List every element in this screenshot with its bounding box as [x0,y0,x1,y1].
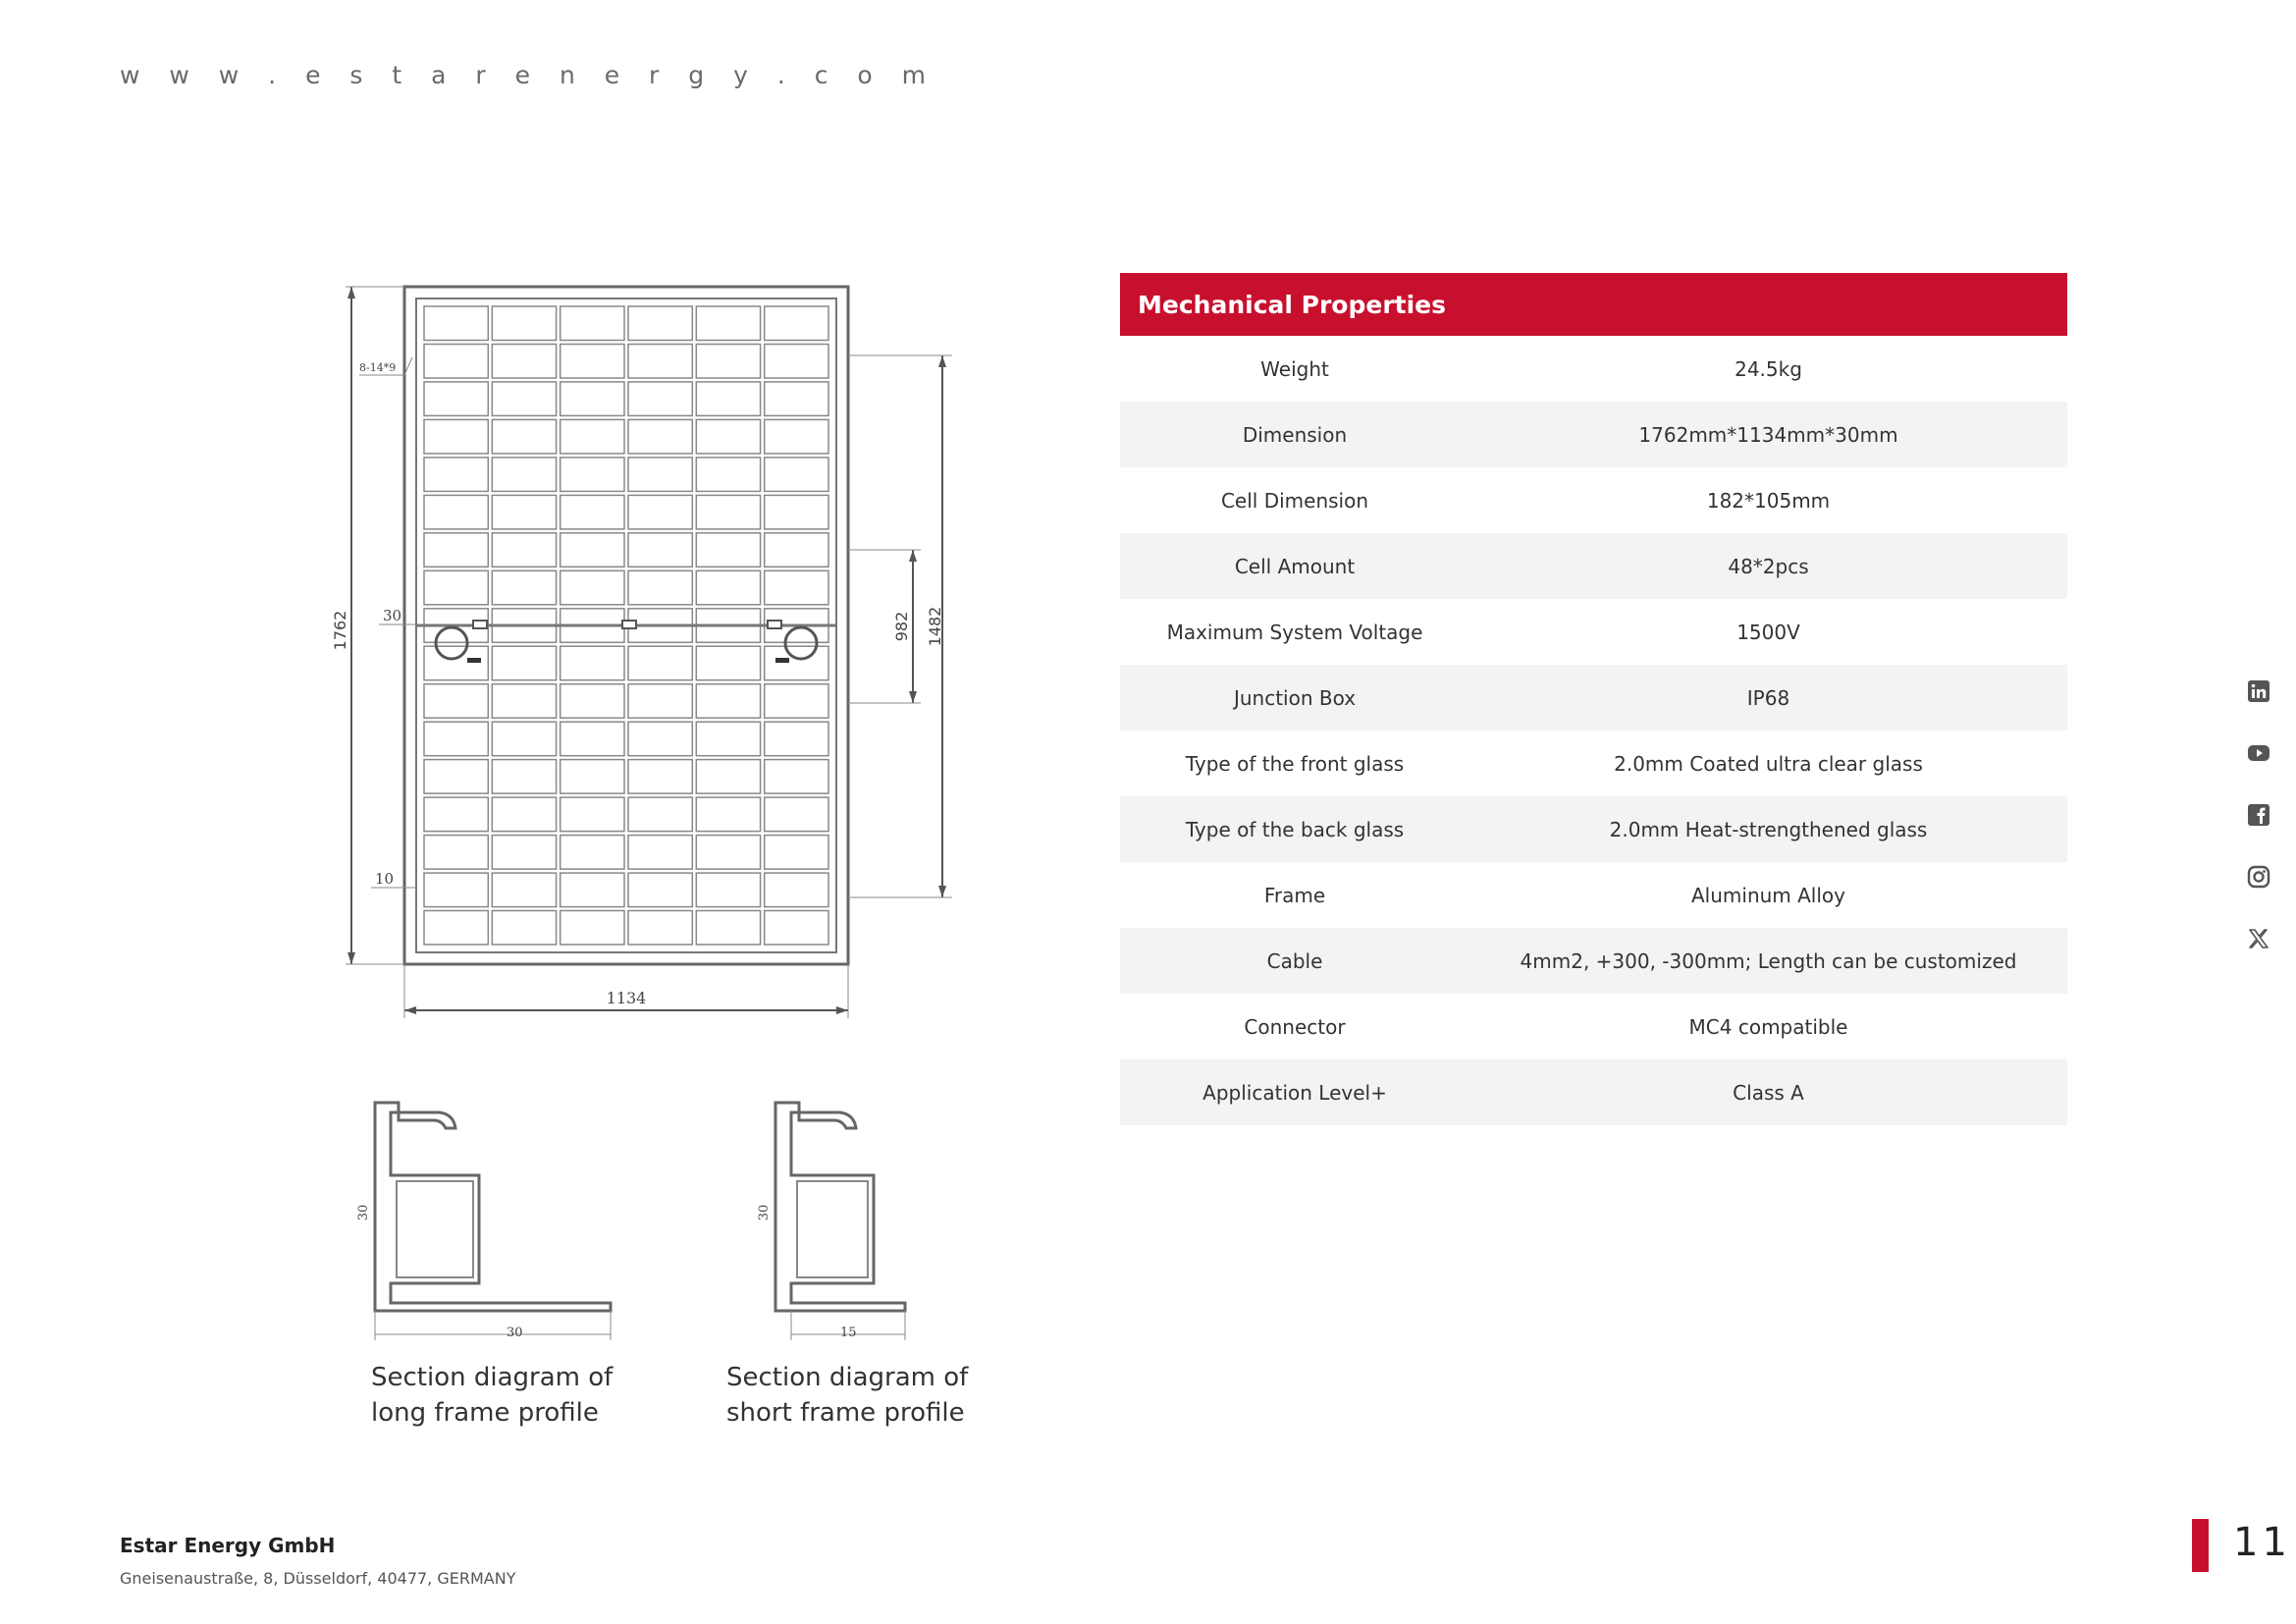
website-url: w w w . e s t a r e n e r g y . c o m [120,61,937,89]
spec-value: 2.0mm Coated ultra clear glass [1614,751,1923,776]
solar-cell [696,760,760,794]
solar-cell [492,722,556,756]
dim-edge-top: 30 [383,607,402,624]
solar-cell [696,382,760,416]
frame-profile-diagrams [324,1075,972,1438]
solar-cell [765,345,828,379]
solar-cell [424,345,488,379]
table-title: Mechanical Properties [1120,273,2067,336]
solar-cell [765,797,828,832]
long-profile-width: 30 [507,1326,523,1340]
solar-cell [492,533,556,568]
solar-cell [492,458,556,492]
solar-cell [492,646,556,680]
solar-cell [628,684,692,719]
table-row [1120,665,2067,731]
solar-cell [696,911,760,946]
solar-cell [561,345,624,379]
spec-key: Frame [1263,883,1326,907]
solar-cell [561,382,624,416]
solar-cell [765,570,828,605]
solar-cell [765,836,828,870]
short-frame-profile [757,1103,905,1340]
youtube-icon[interactable] [2245,739,2272,767]
solar-cell [424,533,488,568]
x-icon[interactable] [2245,925,2272,952]
connector-left [473,621,487,628]
solar-cell [561,458,624,492]
solar-cell [492,419,556,454]
solar-cell [696,684,760,719]
solar-cell [765,722,828,756]
spec-value: 24.5kg [1735,356,1802,381]
solar-cell [765,873,828,907]
table-row [1120,731,2067,796]
solar-cell [492,797,556,832]
solar-cell [765,646,828,680]
solar-cell [492,345,556,379]
solar-cell [696,570,760,605]
table-row [1120,533,2067,599]
short-profile-height: 30 [757,1204,772,1221]
solar-cell [561,873,624,907]
solar-cell [765,419,828,454]
solar-cell [696,495,760,529]
short-profile-width: 15 [840,1326,857,1340]
solar-cell [696,722,760,756]
solar-cell [424,495,488,529]
solar-cell [561,495,624,529]
table-row [1120,467,2067,533]
solar-cell [628,873,692,907]
solar-cell [696,458,760,492]
solar-cell [561,646,624,680]
spec-value: Aluminum Alloy [1690,883,1845,907]
solar-cell [424,306,488,341]
long-profile-caption-line1: Section diagram of [371,1363,614,1392]
solar-cell [492,873,556,907]
solar-cell [696,533,760,568]
solar-cell [765,306,828,341]
solar-cell [765,760,828,794]
solar-cell [696,306,760,341]
instagram-icon[interactable] [2245,863,2272,891]
solar-cell [424,836,488,870]
solar-cell [765,495,828,529]
spec-value: MC4 compatible [1688,1014,1848,1039]
cable-right [775,658,789,663]
solar-cell [424,873,488,907]
solar-cell [765,382,828,416]
spec-key: Dimension [1242,422,1348,447]
footer-address: Gneisenaustraße, 8, Düsseldorf, 40477, GERMANY [120,1569,516,1588]
solar-cell [561,306,624,341]
solar-cell [696,345,760,379]
spec-key: Cell Dimension [1220,488,1369,513]
solar-cell [628,533,692,568]
connector-right [768,621,781,628]
solar-cell [628,495,692,529]
solar-cell [492,382,556,416]
footer-company-name: Estar Energy GmbH [120,1534,336,1557]
spec-value: 4mm2, +300, -300mm; Length can be customized [1520,948,2017,973]
panel-dimension-drawing [324,267,972,1033]
long-profile-caption-line2: long frame profile [371,1398,599,1428]
solar-cell [628,911,692,946]
solar-cell [765,911,828,946]
solar-cell [424,419,488,454]
spec-key: Maximum System Voltage [1166,620,1423,644]
solar-cell [424,911,488,946]
solar-cell [492,911,556,946]
mechanical-properties-table [1120,273,2067,1125]
page-number: 11 [2233,1520,2291,1565]
spec-key: Type of the back glass [1185,817,1405,841]
table-row [1120,796,2067,862]
solar-cell [628,797,692,832]
solar-cell [424,646,488,680]
linkedin-icon[interactable] [2245,677,2272,705]
spec-key: Connector [1244,1014,1346,1039]
solar-cell [492,760,556,794]
solar-cell [561,911,624,946]
solar-cell [492,684,556,719]
long-profile-height: 30 [356,1204,371,1221]
solar-cell [561,419,624,454]
solar-cell [561,570,624,605]
table-row [1120,336,2067,402]
solar-cell [696,419,760,454]
page-number-accent-bar [2192,1519,2209,1572]
solar-cell [628,345,692,379]
solar-cell [628,836,692,870]
spec-value: IP68 [1746,685,1790,710]
facebook-icon[interactable] [2245,801,2272,829]
short-profile-caption-line2: short frame profile [726,1398,965,1428]
solar-cell [424,382,488,416]
solar-cell [561,533,624,568]
spec-key: Type of the front glass [1185,751,1405,776]
solar-cell [424,570,488,605]
short-profile-caption-line1: Section diagram of [726,1363,969,1392]
solar-cell [696,873,760,907]
solar-cell [765,533,828,568]
table-body [1120,336,2067,1125]
solar-cell [561,684,624,719]
solar-cell [628,458,692,492]
solar-cell [765,684,828,719]
table-row [1120,994,2067,1059]
table-row [1120,402,2067,467]
solar-cell [628,646,692,680]
solar-cell [696,836,760,870]
table-row [1120,599,2067,665]
connector-mid [622,621,636,628]
solar-cell [561,836,624,870]
solar-cell [424,684,488,719]
solar-cell [696,797,760,832]
spec-value: Class A [1733,1080,1804,1105]
solar-cell [765,458,828,492]
dim-label-width: 1134 [606,989,647,1007]
dim-label-height: 1762 [331,610,349,651]
solar-cell [628,382,692,416]
spec-value: 2.0mm Heat-strengthened glass [1609,817,1928,841]
spec-key: Cell Amount [1234,554,1356,578]
solar-cell [492,570,556,605]
solar-cell [424,722,488,756]
solar-cell [561,722,624,756]
solar-cell [628,760,692,794]
spec-key: Weight [1260,356,1329,381]
long-frame-profile [356,1103,611,1340]
panel-drawing-svg [324,267,972,1033]
spec-value: 48*2pcs [1728,554,1809,578]
short-profile-caption [726,1360,968,1431]
dim-label-mount-inner: 982 [892,611,911,642]
solar-cell [492,306,556,341]
profile-sections-svg [324,1075,972,1370]
solar-cell [628,722,692,756]
solar-cell [424,760,488,794]
spec-key: Application Level+ [1202,1080,1387,1105]
solar-cell [492,495,556,529]
spec-key: Cable [1266,948,1323,973]
solar-cell [628,570,692,605]
cable-left [467,658,481,663]
solar-cell [561,797,624,832]
dim-label-mount: 1482 [926,606,944,647]
hole-spec-label: 8-14*9 [359,361,397,374]
solar-cell [424,458,488,492]
dim-edge-bottom: 10 [375,870,395,888]
table-row [1120,928,2067,994]
spec-value: 1762mm*1134mm*30mm [1638,422,1898,447]
solar-cell [696,646,760,680]
spec-value: 1500V [1736,620,1800,644]
solar-cell [424,797,488,832]
table-row [1120,1059,2067,1125]
solar-cell [561,760,624,794]
solar-cell [492,836,556,870]
table-row [1120,862,2067,928]
spec-value: 182*105mm [1706,488,1831,513]
solar-cell [628,306,692,341]
spec-key: Junction Box [1233,685,1357,710]
long-profile-caption [371,1360,613,1431]
solar-cell [628,419,692,454]
